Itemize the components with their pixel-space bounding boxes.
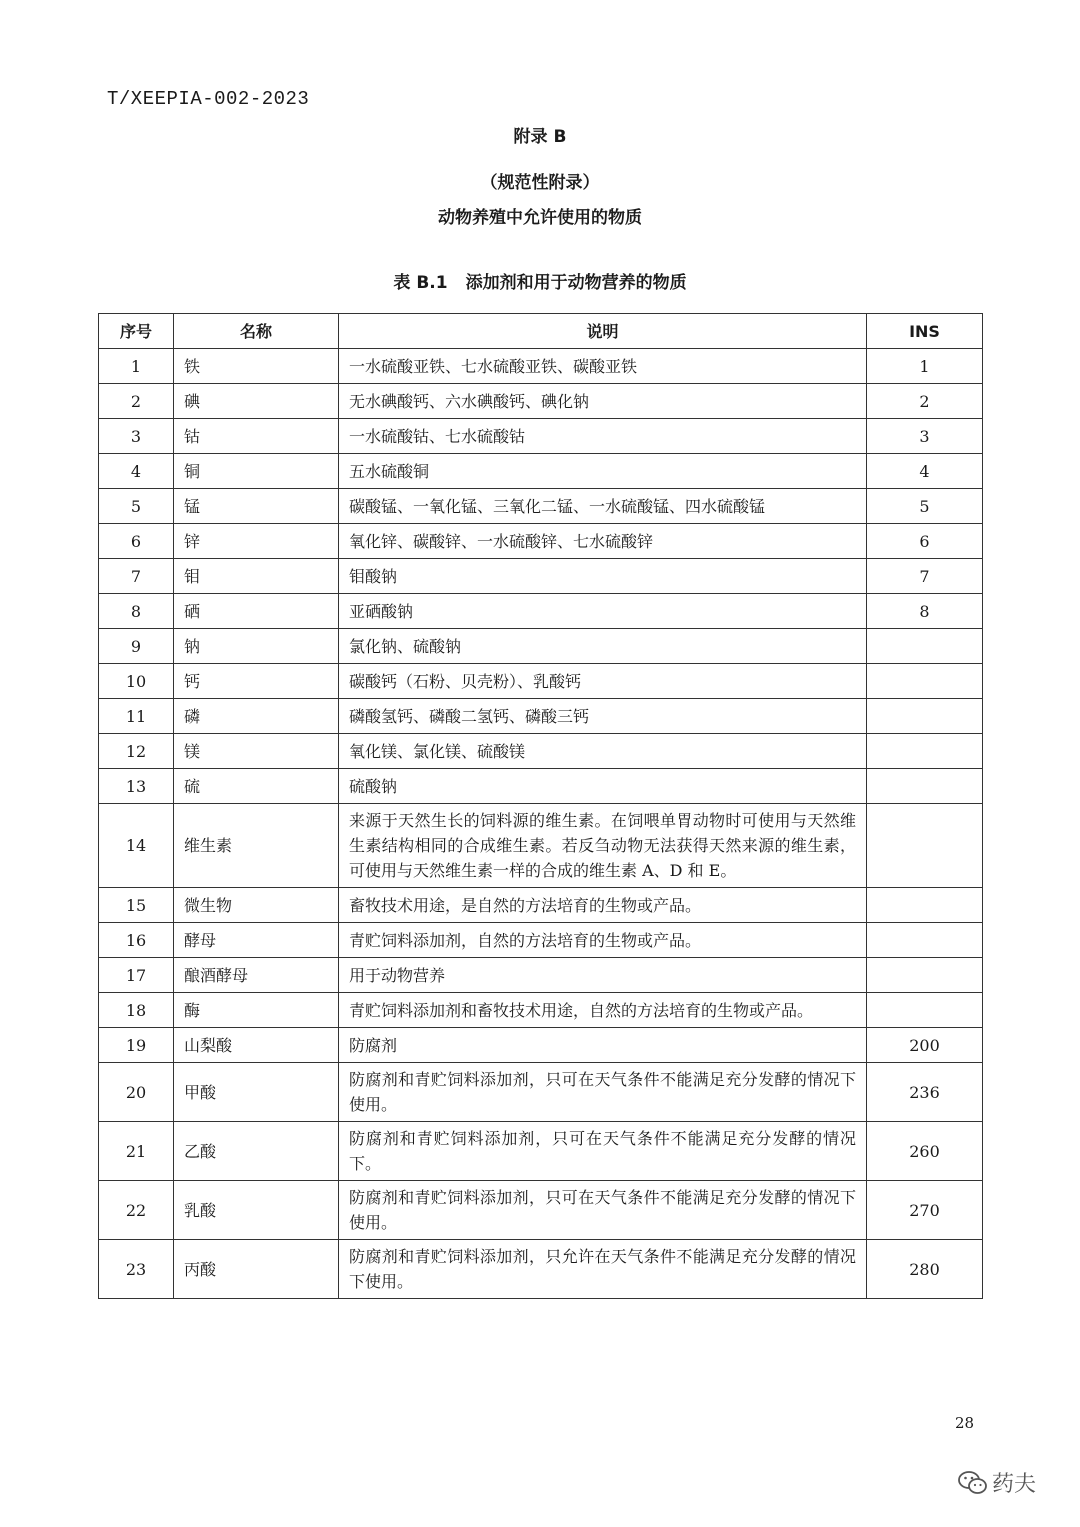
row-description-cell: 防腐剂和青贮饲料添加剂，只可在天气条件不能满足充分发酵的情况下。 <box>339 1122 867 1181</box>
table-row <box>99 594 983 629</box>
table-row <box>99 1028 983 1063</box>
row-name-cell: 硫 <box>174 769 339 804</box>
table-header-row <box>99 314 983 349</box>
row-name-cell: 丙酸 <box>174 1240 339 1299</box>
row-ins-cell <box>867 888 983 923</box>
watermark-text: 药夫 <box>992 1472 1037 1497</box>
row-number-cell: 10 <box>99 664 174 699</box>
row-description-cell: 亚硒酸钠 <box>339 594 867 629</box>
table-row <box>99 489 983 524</box>
table-row <box>99 454 983 489</box>
row-ins-cell: 8 <box>867 594 983 629</box>
annex-title: 附录 B <box>513 127 567 147</box>
row-ins-cell: 1 <box>867 349 983 384</box>
row-description-cell: 氧化镁、氯化镁、硫酸镁 <box>339 734 867 769</box>
table-row <box>99 1240 983 1299</box>
row-description-cell: 一水硫酸亚铁、七水硫酸亚铁、碳酸亚铁 <box>339 349 867 384</box>
column-header-description: 说明 <box>339 314 867 349</box>
row-number-cell: 12 <box>99 734 174 769</box>
row-number-cell: 9 <box>99 629 174 664</box>
row-number-cell: 7 <box>99 559 174 594</box>
row-ins-cell: 7 <box>867 559 983 594</box>
row-name-cell: 锌 <box>174 524 339 559</box>
row-description-cell: 五水硫酸铜 <box>339 454 867 489</box>
row-name-cell: 铁 <box>174 349 339 384</box>
row-number-cell: 3 <box>99 419 174 454</box>
row-name-cell: 铜 <box>174 454 339 489</box>
table-row <box>99 559 983 594</box>
row-number-cell: 8 <box>99 594 174 629</box>
row-ins-cell: 236 <box>867 1063 983 1122</box>
row-name-cell: 钼 <box>174 559 339 594</box>
row-ins-cell: 4 <box>867 454 983 489</box>
table-caption-number: 表 B.1 <box>393 273 448 293</box>
table-body <box>99 349 983 1299</box>
table-caption-text: 添加剂和用于动物营养的物质 <box>465 273 687 293</box>
row-number-cell: 4 <box>99 454 174 489</box>
table-row <box>99 958 983 993</box>
annex-subject: 动物养殖中允许使用的物质 <box>438 208 642 228</box>
table-row <box>99 1063 983 1122</box>
row-ins-cell: 2 <box>867 384 983 419</box>
row-description-cell: 无水碘酸钙、六水碘酸钙、碘化钠 <box>339 384 867 419</box>
row-number-cell: 17 <box>99 958 174 993</box>
page-number: 28 <box>955 1414 975 1432</box>
row-description-cell: 青贮饲料添加剂，自然的方法培育的生物或产品。 <box>339 923 867 958</box>
row-description-cell: 防腐剂和青贮饲料添加剂，只可在天气条件不能满足充分发酵的情况下使用。 <box>339 1181 867 1240</box>
row-ins-cell: 200 <box>867 1028 983 1063</box>
row-description-cell: 磷酸氢钙、磷酸二氢钙、磷酸三钙 <box>339 699 867 734</box>
row-description-cell: 青贮饲料添加剂和畜牧技术用途，自然的方法培育的生物或产品。 <box>339 993 867 1028</box>
row-description-cell: 碳酸锰、一氧化锰、三氧化二锰、一水硫酸锰、四水硫酸锰 <box>339 489 867 524</box>
column-header-ins: INS <box>867 314 983 349</box>
row-name-cell: 酶 <box>174 993 339 1028</box>
row-number-cell: 21 <box>99 1122 174 1181</box>
row-description-cell: 硫酸钠 <box>339 769 867 804</box>
table-row <box>99 384 983 419</box>
row-name-cell: 碘 <box>174 384 339 419</box>
row-number-cell: 18 <box>99 993 174 1028</box>
row-name-cell: 钴 <box>174 419 339 454</box>
row-number-cell: 14 <box>99 804 174 888</box>
row-ins-cell: 270 <box>867 1181 983 1240</box>
row-ins-cell <box>867 769 983 804</box>
row-number-cell: 1 <box>99 349 174 384</box>
row-ins-cell <box>867 664 983 699</box>
row-number-cell: 6 <box>99 524 174 559</box>
row-ins-cell: 280 <box>867 1240 983 1299</box>
row-number-cell: 20 <box>99 1063 174 1122</box>
row-name-cell: 硒 <box>174 594 339 629</box>
table-caption <box>0 268 1080 293</box>
row-ins-cell <box>867 958 983 993</box>
table-row <box>99 804 983 888</box>
row-ins-cell: 5 <box>867 489 983 524</box>
row-ins-cell: 260 <box>867 1122 983 1181</box>
document-code: T/XEEPIA-002-2023 <box>107 88 310 110</box>
row-name-cell: 维生素 <box>174 804 339 888</box>
row-description-cell: 防腐剂和青贮饲料添加剂，只允许在天气条件不能满足充分发酵的情况下使用。 <box>339 1240 867 1299</box>
row-number-cell: 19 <box>99 1028 174 1063</box>
row-ins-cell <box>867 734 983 769</box>
annex-type: （规范性附录） <box>480 173 600 193</box>
table-row <box>99 419 983 454</box>
row-name-cell: 甲酸 <box>174 1063 339 1122</box>
row-number-cell: 23 <box>99 1240 174 1299</box>
table-row <box>99 734 983 769</box>
row-ins-cell <box>867 804 983 888</box>
row-description-cell: 防腐剂 <box>339 1028 867 1063</box>
table-row <box>99 923 983 958</box>
table-row <box>99 1181 983 1240</box>
row-ins-cell: 6 <box>867 524 983 559</box>
row-name-cell: 磷 <box>174 699 339 734</box>
row-number-cell: 22 <box>99 1181 174 1240</box>
row-name-cell: 钠 <box>174 629 339 664</box>
row-ins-cell <box>867 993 983 1028</box>
row-description-cell: 防腐剂和青贮饲料添加剂，只可在天气条件不能满足充分发酵的情况下使用。 <box>339 1063 867 1122</box>
row-name-cell: 乳酸 <box>174 1181 339 1240</box>
row-name-cell: 微生物 <box>174 888 339 923</box>
row-description-cell: 氧化锌、碳酸锌、一水硫酸锌、七水硫酸锌 <box>339 524 867 559</box>
row-number-cell: 2 <box>99 384 174 419</box>
row-name-cell: 酵母 <box>174 923 339 958</box>
row-number-cell: 11 <box>99 699 174 734</box>
row-description-cell: 氯化钠、硫酸钠 <box>339 629 867 664</box>
row-number-cell: 15 <box>99 888 174 923</box>
table-row <box>99 699 983 734</box>
row-name-cell: 山梨酸 <box>174 1028 339 1063</box>
row-description-cell: 一水硫酸钴、七水硫酸钴 <box>339 419 867 454</box>
watermark <box>958 1467 1036 1498</box>
table-row <box>99 993 983 1028</box>
row-name-cell: 乙酸 <box>174 1122 339 1181</box>
column-header-no: 序号 <box>99 314 174 349</box>
table-row <box>99 769 983 804</box>
table-row <box>99 524 983 559</box>
row-name-cell: 锰 <box>174 489 339 524</box>
row-description-cell: 钼酸钠 <box>339 559 867 594</box>
row-ins-cell: 3 <box>867 419 983 454</box>
wechat-icon <box>958 1470 988 1496</box>
table-row <box>99 629 983 664</box>
row-name-cell: 酿酒酵母 <box>174 958 339 993</box>
row-name-cell: 镁 <box>174 734 339 769</box>
column-header-name: 名称 <box>174 314 339 349</box>
row-ins-cell <box>867 699 983 734</box>
row-description-cell: 碳酸钙（石粉、贝壳粉）、乳酸钙 <box>339 664 867 699</box>
substances-table <box>98 313 983 1299</box>
row-number-cell: 13 <box>99 769 174 804</box>
row-description-cell: 畜牧技术用途，是自然的方法培育的生物或产品。 <box>339 888 867 923</box>
table-row <box>99 664 983 699</box>
row-ins-cell <box>867 629 983 664</box>
row-description-cell: 来源于天然生长的饲料源的维生素。在饲喂单胃动物时可使用与天然维生素结构相同的合成维生素。若反刍动物无法获得天然来源的维生素，可使用与天然维生素一样的合成的维生素 A、D 和 E。 <box>339 804 867 888</box>
row-number-cell: 5 <box>99 489 174 524</box>
table-row <box>99 1122 983 1181</box>
table-row <box>99 349 983 384</box>
row-name-cell: 钙 <box>174 664 339 699</box>
row-ins-cell <box>867 923 983 958</box>
row-number-cell: 16 <box>99 923 174 958</box>
row-description-cell: 用于动物营养 <box>339 958 867 993</box>
table-row <box>99 888 983 923</box>
